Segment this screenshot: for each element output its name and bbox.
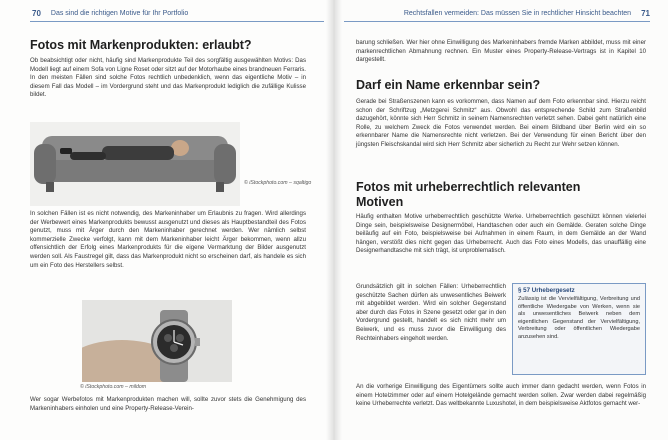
right-paragraph-3: Grundsätzlich gilt in solchen Fällen: Urheberrechtlich geschützte Sachen dürfen als unwesentliches Beiwerk mit abgebildet werden. Wird ein solcher Gegenstand aber durch das Fotos in Szene gesetzt oder gar in den Vordergrund gestellt, handelt es sich nicht mehr um Beiwerk, und es muss zuvor die Einwilligung des Rechteinhabers eingeholt werden. [356, 283, 506, 342]
right-paragraph-4: An die vorherige Einwilligung des Eigentümers sollte auch immer dann gedacht werden, wenn Fotos in einem Hotelzimmer oder auf einem Hotelgelände gemacht werden sollen. Zwar werden dabei regelmäßig keine Urheberrechte verletzt. Das weltbekannte Luxushotel, in dem beispielsweise Aktfotos gemacht wer- [356, 383, 646, 408]
infobox-title: § 57 Urhebergesetz [518, 287, 575, 294]
right-running-header [404, 6, 650, 20]
right-header-title: Rechtsfallen vermeiden: Das müssen Sie in rechtlicher Hinsicht beachten [403, 9, 632, 17]
left-paragraph-2: In solchen Fällen ist es nicht notwendig, des Markeninhaber um Erlaubnis zu fragen. Wird allerdings der Werbewert eines Markenprodukts bewusst ausgenutzt und dieses als Hauptbestandteil des Fotos genutzt, muss mit Ärger durch den Markeninhaber gerechnet werden. Wer nämlich selbst kommerzielle Zwecke verfolgt, kann mit dem Markeninhaber leicht Ärger bekommen, wenn allzu offensichtlich der Erfolg eines Markenprodukts für die eigene Vermarktung der Bilder ausgenutzt werden soll. Als Faustregel gilt, dass das Markenprodukt nicht so erscheinen darf, als handele es sich um ein Foto des Herstellers selbst. [30, 210, 306, 269]
left-paragraph-1: Ob beabsichtigt oder nicht, häufig sind Markenprodukte Teil des sorgfältig ausgewählten Motivs: Das Modell liegt auf einem Sofa von Ligne Roset oder sitzt auf der Motorhaube eines brandneuen Ferraris. In den meisten Fällen sind solche Fotos rechtlich unbedenklich, wenn das eigentliche Motiv – in diesem Fall das Modell – im Vordergrund steht und das Markenprodukt lediglich die zufällige Kulisse bildet. [30, 57, 306, 99]
urhebergesetz-infobox [512, 283, 646, 375]
left-header-title: Das sind die richtigen Motive für Ihr Portfolio [50, 9, 189, 17]
right-page-number: 71 [641, 8, 650, 18]
book-gutter [326, 0, 342, 440]
left-header-rule [30, 21, 324, 22]
right-paragraph-1: Gerade bei Straßenszenen kann es vorkommen, dass Namen auf dem Foto erkennbar sind. Hierzu reicht schon der Schriftzug „Metzgerei Schmitz“ aus. Obwohl das entsprechende Schild zum Straßenbild dazugehört, könnte sich Herr Schmitz in seinem Namensrechten verletzt sehen. Dabei geht natürlich eine Rolle, zu welchem Zweck die Fotos verwendet werden. Bei einem Bildband über Berlin wird ein so erkennbarer Name die Namensrechte nicht verletzen. Bei der Verwendung für einen Bericht über den jüngsten Fleischskandal wird sich Herr Schmitz aber sicherlich zu Recht zur Wehr setzen können. [356, 98, 646, 148]
right-header-rule [344, 21, 650, 22]
watch-photo [82, 300, 232, 382]
left-running-header [32, 6, 188, 20]
right-paragraph-top: barung schließen. Wer hier ohne Einwilligung des Markeninhabers fremde Marken abbildet, muss mit einer markenrechtlichen Abmahnung rechnen. Ein Muster eines Property-Release-Vertrags ist in Kapitel 10 dargestellt. [356, 39, 646, 64]
left-paragraph-3: Wer sogar Werbefotos mit Markenprodukten machen will, sollte zuvor stets die Genehmigung des Markeninhabers einholen und eine Property-Release-Verein- [30, 396, 306, 412]
right-page [334, 0, 668, 440]
infobox-text: Zulässig ist die Vervielfältigung, Verbreitung und öffentliche Wiedergabe von Werken, wenn sie als unwesentliches Beiwerk neben dem eigentlichen Gegenstand der Vervielfältigung, Verbreitung oder öffentlichen Wiedergabe anzusehen sind. [518, 296, 640, 340]
heading-urheberrecht: Fotos mit urheberrechtlich relevanten Motiven [356, 180, 581, 209]
sofa-photo [30, 122, 240, 206]
watch-photo-caption: © iStockphoto.com – mildom [80, 384, 147, 390]
left-page-number: 70 [32, 8, 41, 18]
heading-markenprodukte: Fotos mit Markenprodukten: erlaubt? [30, 38, 252, 52]
sofa-photo-caption: © iStockphoto.com – sqaltigo [244, 180, 312, 186]
right-paragraph-2: Häufig enthalten Motive urheberrechtlich geschützte Werke. Urheberrechtlich geschützt können vielerlei Dinge sein, beispielsweise Designermöbel, Handtaschen oder auch ein Gemälde. Geraten solche Dinge beiläufig auf ein Foto, beispielsweise bei Aufnahmen in einem Raum, in dem Gemälde an der Wand hängen, verstößt dies nicht gegen das Urheberrecht. Auch das Foto eines Modells, das unauffällig eine Designerhandtasche mit sich trägt, ist unproblematisch. [356, 213, 646, 255]
heading-name-erkennbar: Darf ein Name erkennbar sein? [356, 78, 541, 92]
